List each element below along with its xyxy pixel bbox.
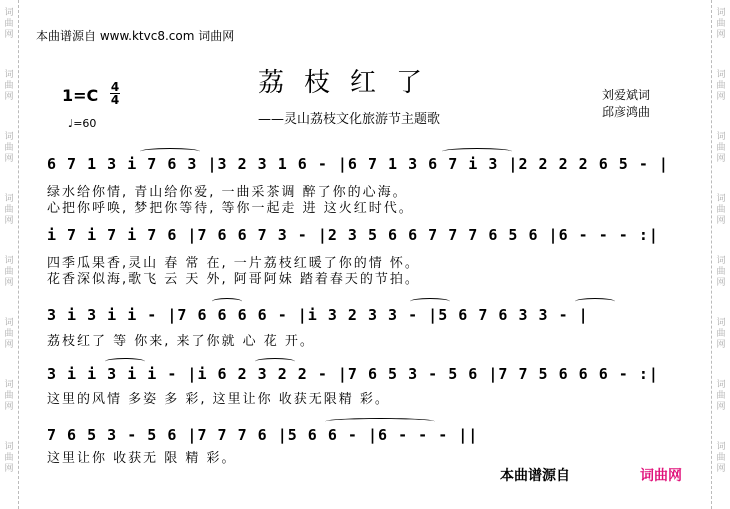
slur — [442, 148, 512, 155]
score-row-3-notes: 3 i 3 i i - |7 6 6 6 6 - |i 3 2 3 3 - |5 6 7 6 3 3 - | — [47, 306, 589, 324]
song-title: 荔枝红了 — [258, 68, 443, 98]
score-row-4-notes: 3 i i 3 i i - |i 6 2 3 2 2 - |7 6 5 3 - 5 6 |7 7 5 6 6 6 - :| — [47, 365, 659, 383]
margin-watermark-char: 词 — [716, 132, 726, 142]
margin-watermark-char: 词 — [4, 8, 14, 18]
score-row-2-notes: i 7 i 7 i 7 6 |7 6 6 7 3 - |2 3 5 6 6 7 7 7 6 5 6 |6 - - - :| — [47, 226, 659, 244]
margin-watermark-char: 曲 — [4, 19, 14, 29]
margin-watermark-char: 词 — [716, 256, 726, 266]
margin-watermark-char: 曲 — [4, 205, 14, 215]
margin-watermark-char: 网 — [4, 92, 14, 102]
margin-watermark-char: 曲 — [4, 143, 14, 153]
slur — [325, 418, 435, 425]
time-sig-top: 4 — [110, 80, 120, 94]
margin-watermark-char: 词 — [4, 194, 14, 204]
source-header: 本曲谱源自 www.ktvc8.com 词曲网 — [36, 29, 235, 43]
margin-watermark-char: 词 — [4, 442, 14, 452]
margin-watermark-char: 词 — [716, 194, 726, 204]
margin-watermark-char: 词 — [716, 442, 726, 452]
tempo-marking: ♩=60 — [68, 117, 97, 130]
composer: 邱彦鸿曲 — [602, 105, 651, 119]
key-signature: 1=C — [62, 86, 99, 105]
margin-watermark-char: 词 — [716, 318, 726, 328]
margin-watermark-char: 词 — [4, 70, 14, 80]
margin-watermark-char: 曲 — [4, 267, 14, 277]
margin-watermark-char: 网 — [4, 216, 14, 226]
margin-watermark-char: 曲 — [716, 81, 726, 91]
slur — [212, 298, 242, 305]
margin-watermark-char: 网 — [4, 402, 14, 412]
margin-watermark-char: 网 — [4, 30, 14, 40]
slur — [105, 358, 145, 365]
margin-watermark-char: 曲 — [4, 81, 14, 91]
margin-watermark-char: 曲 — [716, 19, 726, 29]
slur — [255, 358, 295, 365]
margin-watermark-char: 词 — [716, 70, 726, 80]
margin-watermark-char: 曲 — [4, 329, 14, 339]
margin-watermark-char: 网 — [716, 92, 726, 102]
margin-watermark-char: 曲 — [716, 143, 726, 153]
margin-watermark-char: 曲 — [4, 453, 14, 463]
margin-watermark-char: 网 — [4, 340, 14, 350]
time-sig-bottom: 4 — [110, 93, 120, 107]
margin-watermark-char: 网 — [716, 340, 726, 350]
score-row-4-lyrics-1: 这里的风情 多姿 多 彩, 这里让你 收获无限精 彩。 — [47, 392, 390, 407]
margin-watermark-char: 曲 — [716, 453, 726, 463]
margin-watermark-char: 曲 — [716, 329, 726, 339]
song-subtitle: ——灵山荔枝文化旅游节主题歌 — [258, 112, 441, 127]
margin-watermark-char: 网 — [716, 30, 726, 40]
score-row-5-notes: 7 6 5 3 - 5 6 |7 7 7 6 |5 6 6 - |6 - - - || — [47, 426, 479, 444]
margin-watermark-char: 网 — [716, 464, 726, 474]
footer-brand-logo: 词曲网 — [640, 468, 682, 484]
margin-watermark-char: 曲 — [4, 391, 14, 401]
margin-watermark-char: 网 — [4, 464, 14, 474]
margin-watermark-char: 词 — [4, 318, 14, 328]
margin-watermark-char: 网 — [4, 154, 14, 164]
margin-watermark-char: 网 — [716, 278, 726, 288]
margin-watermark-char: 曲 — [716, 205, 726, 215]
score-row-5-lyrics-1: 这里让你 收获无 限 精 彩。 — [47, 451, 237, 466]
slur — [140, 148, 200, 155]
margin-watermark-char: 曲 — [716, 391, 726, 401]
margin-watermark-char: 词 — [716, 8, 726, 18]
footer-brand-text: 本曲谱源自 — [500, 468, 570, 484]
score-row-1-notes: 6 7 1 3 i 7 6 3 |3 2 3 1 6 - |6 7 1 3 6 7 i 3 |2 2 2 2 6 5 - | — [47, 155, 669, 173]
score-row-3-lyrics-1: 荔枝红了 等 你来, 来了你就 心 花 开。 — [47, 334, 315, 349]
margin-watermark-char: 词 — [4, 256, 14, 266]
margin-watermark-char: 词 — [4, 380, 14, 390]
margin-watermark-char: 曲 — [716, 267, 726, 277]
lyricist: 刘爱斌词 — [602, 88, 651, 102]
margin-watermark-char: 网 — [716, 216, 726, 226]
margin-watermark-char: 网 — [4, 278, 14, 288]
score-row-2-lyrics-1: 四季瓜果香,灵山 春 常 在, 一片荔枝红暖了你的情 怀。 — [47, 256, 420, 271]
margin-watermark-char: 词 — [716, 380, 726, 390]
score-row-1-lyrics-2: 心把你呼唤, 梦把你等待, 等你一起走 进 这火红时代。 — [47, 201, 414, 216]
margin-watermark-char: 词 — [4, 132, 14, 142]
margin-watermark-char: 网 — [716, 402, 726, 412]
margin-watermark-char: 网 — [716, 154, 726, 164]
score-row-2-lyrics-2: 花香深似海,歌飞 云 天 外, 阿哥阿妹 踏着春天的节拍。 — [47, 272, 420, 287]
time-signature — [110, 81, 120, 106]
score-row-1-lyrics-1: 绿水给你情, 青山给你爱, 一曲采茶调 醉了你的心海。 — [47, 185, 408, 200]
slur — [575, 298, 615, 305]
slur — [410, 298, 450, 305]
